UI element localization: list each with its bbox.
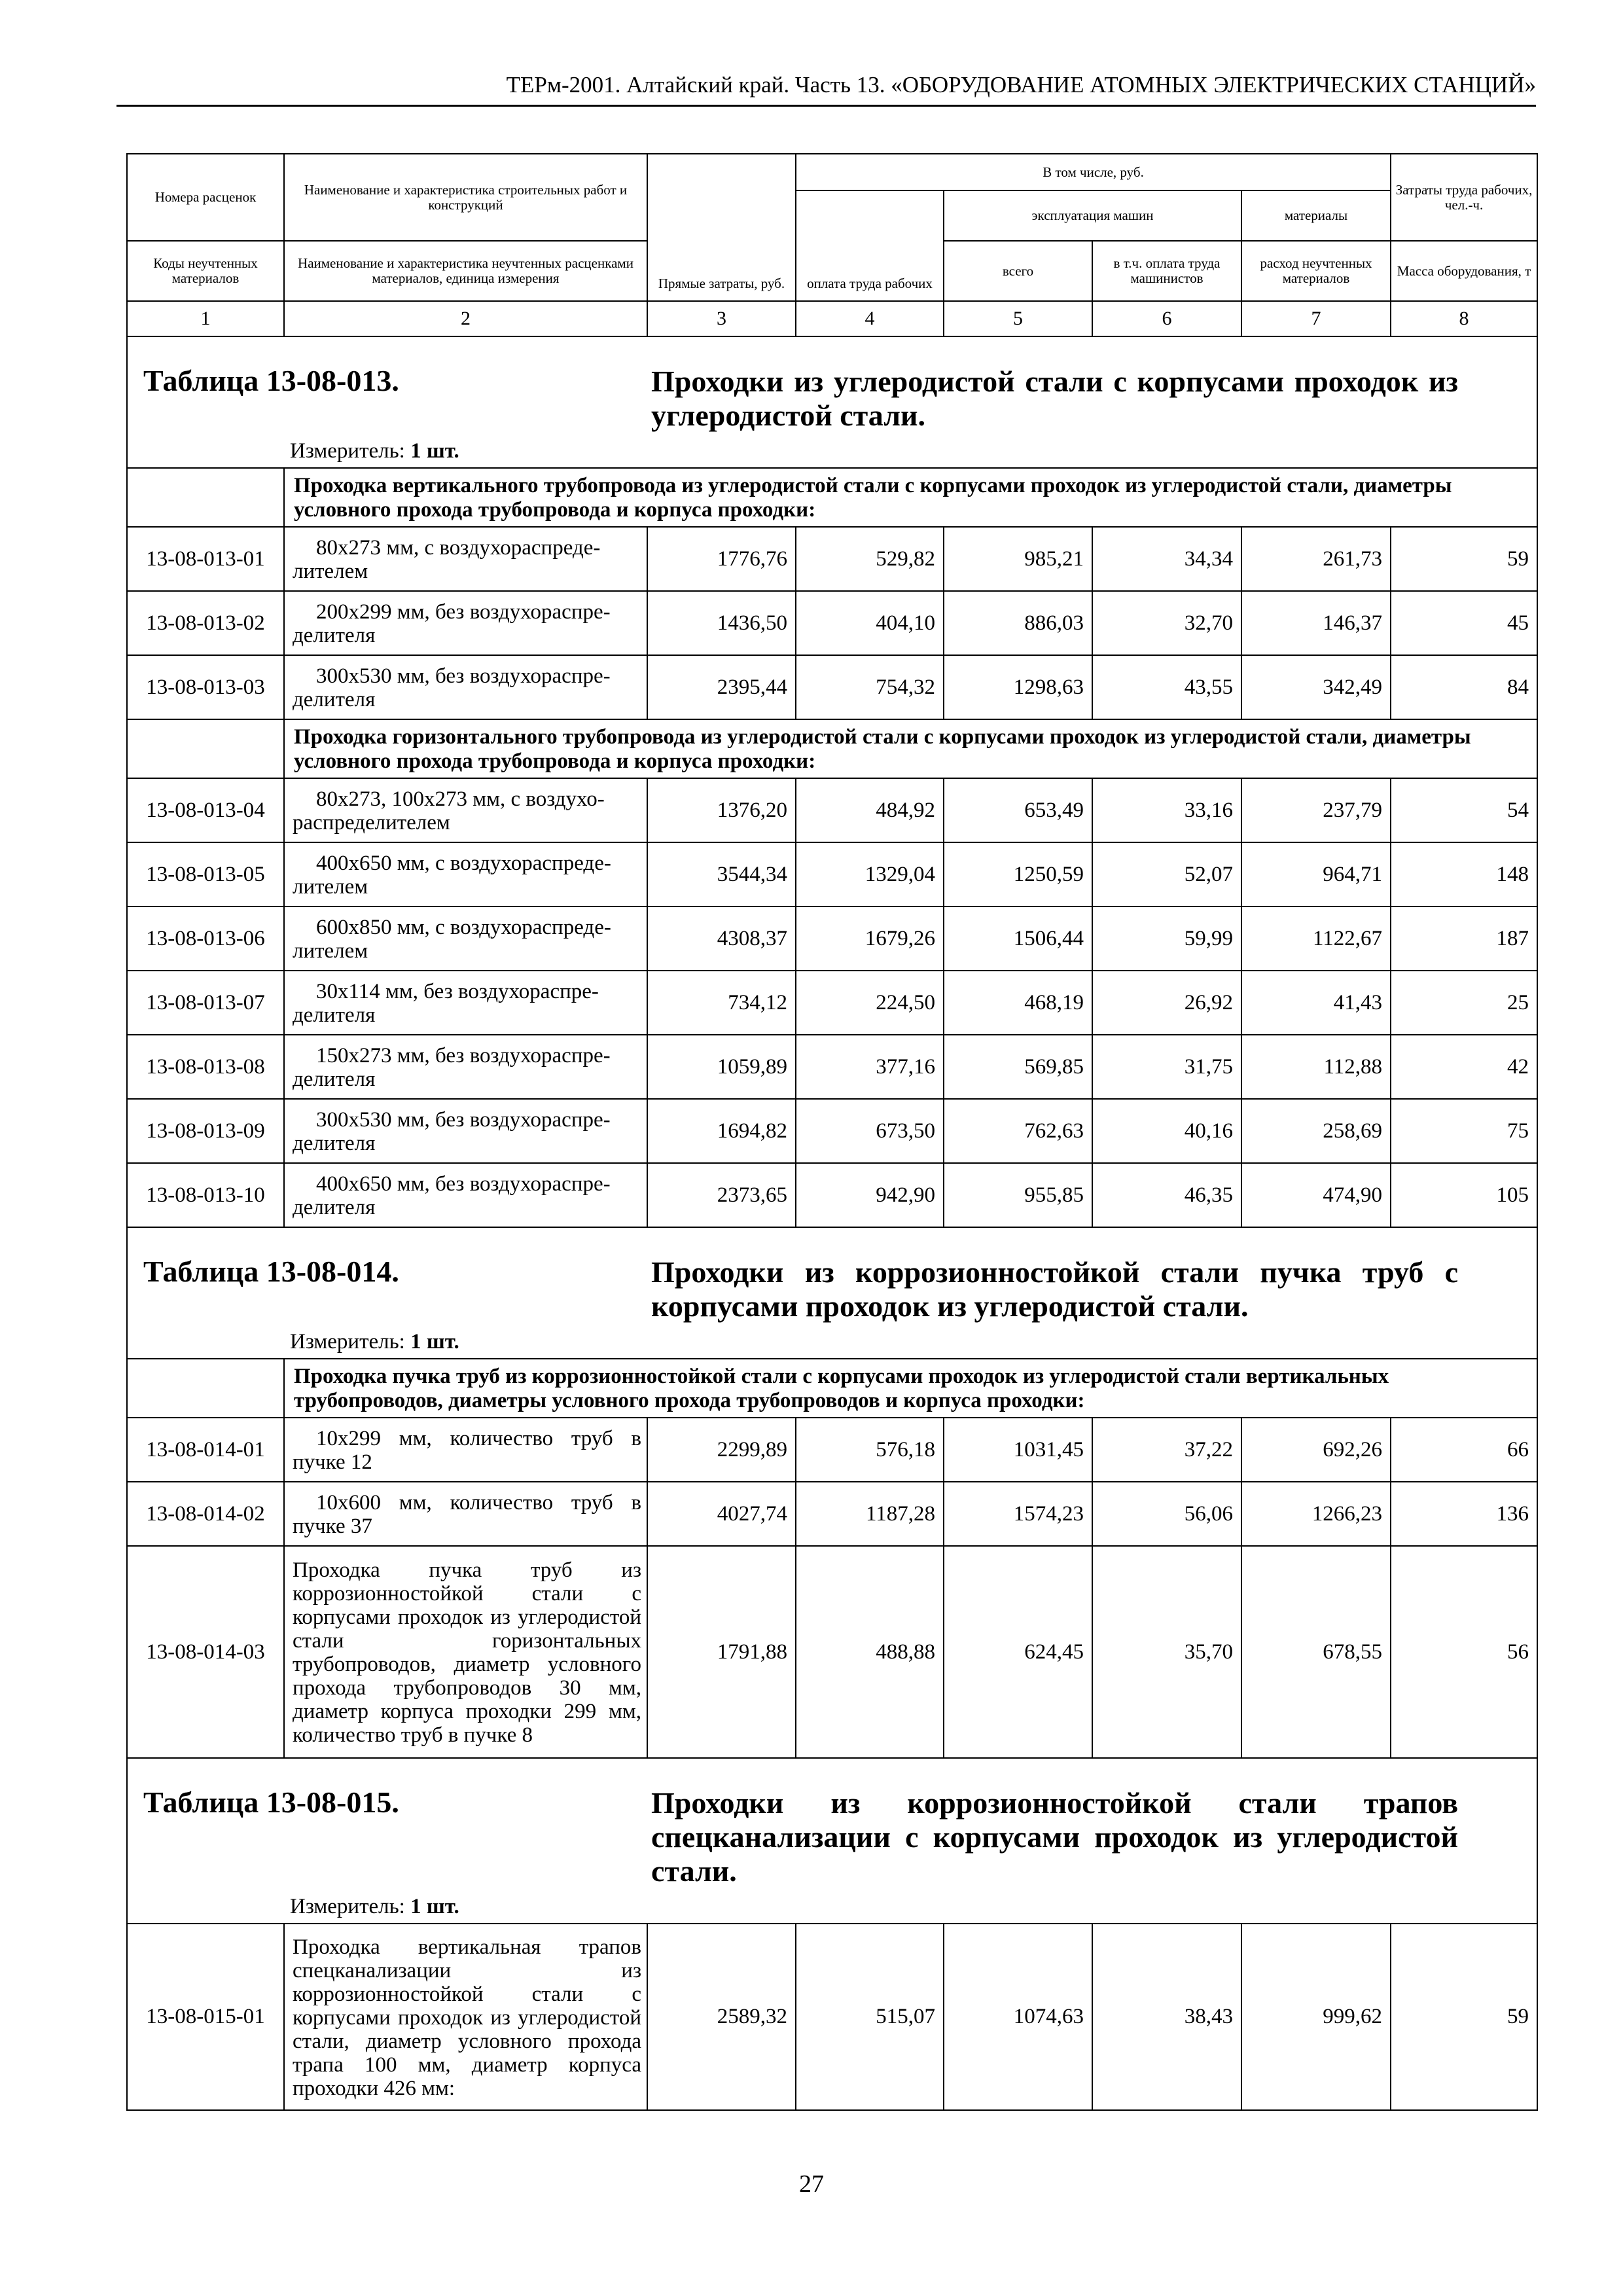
table-row xyxy=(127,1418,1537,1482)
rate-name-line-2: распределителем xyxy=(293,811,450,834)
column-numbers-row xyxy=(127,301,1537,336)
rate-name-line-1: 10х299 мм, количество труб в xyxy=(316,1427,641,1450)
header-row-1 xyxy=(127,154,1537,190)
col-number: 4 xyxy=(796,301,944,336)
col-header-labor: оплата труда рабочих xyxy=(796,190,944,301)
unit-label: Измеритель: xyxy=(290,1895,405,1918)
machine-cost: 624,45 xyxy=(944,1546,1092,1758)
rate-name-line-2: делителя xyxy=(293,688,376,711)
labor-cost: 673,50 xyxy=(796,1099,944,1163)
section-heading-row xyxy=(127,719,1537,778)
labor-cost: 224,50 xyxy=(796,971,944,1035)
rate-name xyxy=(284,1035,647,1099)
rate-name xyxy=(284,591,647,655)
labor-hours: 136 xyxy=(1391,1482,1537,1546)
table-row xyxy=(127,842,1537,906)
rate-code: 13-08-013-10 xyxy=(127,1163,284,1227)
rate-name-line-2: лителем xyxy=(293,939,368,963)
labor-hours: 75 xyxy=(1391,1099,1537,1163)
materials-cost: 41,43 xyxy=(1241,971,1391,1035)
direct-cost: 3544,34 xyxy=(647,842,796,906)
table-row xyxy=(127,778,1537,842)
machine-cost: 468,19 xyxy=(944,971,1092,1035)
col-header-unrecorded-name: Наименование и характеристика неучтенных расценками материалов, единица измерения xyxy=(284,241,647,301)
rate-name xyxy=(284,971,647,1035)
table-label: Таблица 13-08-015. xyxy=(143,1785,399,1819)
machine-labor-cost: 43,55 xyxy=(1092,655,1241,719)
materials-cost: 678,55 xyxy=(1241,1546,1391,1758)
materials-cost: 474,90 xyxy=(1241,1163,1391,1227)
section-heading: Проходка пучка труб из коррозионностойкой стали с корпусами проходок из углеродистой стали вертикальных трубопроводов, диаметры условного прохода трубопроводов и корпуса проходки: xyxy=(284,1359,1537,1418)
section-heading: Проходка горизонтального трубопровода из углеродистой стали с корпусами проходок из углеродистой стали, диаметры условного прохода трубопровода и корпуса проходки: xyxy=(284,719,1537,778)
materials-cost: 1266,23 xyxy=(1241,1482,1391,1546)
page-number: 27 xyxy=(799,2170,824,2198)
col-header-labor-costs: Затраты труда рабочих, чел.-ч. xyxy=(1391,154,1537,241)
table-label: Таблица 13-08-014. xyxy=(143,1255,399,1288)
labor-hours: 56 xyxy=(1391,1546,1537,1758)
labor-hours: 105 xyxy=(1391,1163,1537,1227)
rate-name-line-2: делителя xyxy=(293,624,376,647)
rate-name-line-1: 200х299 мм, без воздухораспре- xyxy=(316,600,611,624)
rate-code: 13-08-013-04 xyxy=(127,778,284,842)
header-rule xyxy=(116,105,1536,107)
table-row xyxy=(127,1163,1537,1227)
unit-value: 1 шт. xyxy=(410,439,459,463)
empty-cell xyxy=(127,719,284,778)
col-header-materials: материалы xyxy=(1241,190,1391,241)
labor-cost: 515,07 xyxy=(796,1924,944,2110)
materials-cost: 342,49 xyxy=(1241,655,1391,719)
table-row xyxy=(127,1099,1537,1163)
unit-label: Измеритель: xyxy=(290,1330,405,1354)
labor-cost: 404,10 xyxy=(796,591,944,655)
rate-name-line-1: 80х273, 100х273 мм, с воздухо- xyxy=(316,787,605,811)
materials-cost: 112,88 xyxy=(1241,1035,1391,1099)
rate-name-line-1: 300х530 мм, без воздухораспре- xyxy=(316,1108,611,1132)
rate-name-line-1: 30х114 мм, без воздухораспре- xyxy=(316,980,599,1003)
col-header-machines-labor: в т.ч. оплата труда машинистов xyxy=(1092,241,1241,301)
rate-code: 13-08-013-02 xyxy=(127,591,284,655)
machine-labor-cost: 40,16 xyxy=(1092,1099,1241,1163)
labor-cost: 484,92 xyxy=(796,778,944,842)
machine-cost: 762,63 xyxy=(944,1099,1092,1163)
table-title-row xyxy=(127,1758,1537,1924)
rate-code: 13-08-013-03 xyxy=(127,655,284,719)
direct-cost: 1791,88 xyxy=(647,1546,796,1758)
section-heading-row xyxy=(127,468,1537,527)
machine-cost: 1574,23 xyxy=(944,1482,1092,1546)
table-row xyxy=(127,971,1537,1035)
empty-cell xyxy=(127,1359,284,1418)
rate-name-line-2: пучке 37 xyxy=(293,1515,372,1538)
col-header-unrecorded-materials: расход неучтенных материалов xyxy=(1241,241,1391,301)
machine-labor-cost: 26,92 xyxy=(1092,971,1241,1035)
running-header: ТЕРм-2001. Алтайский край. Часть 13. «ОБОРУДОВАНИЕ АТОМНЫХ ЭЛЕКТРИЧЕСКИХ СТАНЦИЙ» xyxy=(506,72,1536,98)
direct-cost: 2395,44 xyxy=(647,655,796,719)
direct-cost: 1376,20 xyxy=(647,778,796,842)
table-title-row xyxy=(127,1227,1537,1359)
rate-name xyxy=(284,842,647,906)
unit-label: Измеритель: xyxy=(290,439,405,463)
col-header-machines-total: всего xyxy=(944,241,1092,301)
col-number: 8 xyxy=(1391,301,1537,336)
machine-cost: 955,85 xyxy=(944,1163,1092,1227)
rate-name xyxy=(284,527,647,591)
table-description: Проходки из коррозионностойкой стали трапов спецканализации с корпусами проходок из углеродистой стали. xyxy=(651,1786,1459,1888)
machine-labor-cost: 46,35 xyxy=(1092,1163,1241,1227)
rate-name-line-2: делителя xyxy=(293,1067,376,1091)
table-title-cell xyxy=(127,1758,1537,1924)
table-description: Проходки из углеродистой стали с корпусами проходок из углеродистой стали. xyxy=(651,365,1459,432)
table-description: Проходки из коррозионностойкой стали пучка труб с корпусами проходок из углеродистой стали. xyxy=(651,1255,1459,1323)
machine-labor-cost: 32,70 xyxy=(1092,591,1241,655)
materials-cost: 237,79 xyxy=(1241,778,1391,842)
materials-cost: 261,73 xyxy=(1241,527,1391,591)
table-title-cell xyxy=(127,336,1537,468)
col-header-direct: Прямые затраты, руб. xyxy=(647,154,796,301)
col-header-name: Наименование и характеристика строительных работ и конструкций xyxy=(284,154,647,241)
machine-cost: 653,49 xyxy=(944,778,1092,842)
rate-code: 13-08-013-01 xyxy=(127,527,284,591)
materials-cost: 692,26 xyxy=(1241,1418,1391,1482)
labor-cost: 1329,04 xyxy=(796,842,944,906)
rate-name-line-1: 80х273 мм, с воздухораспреде- xyxy=(316,536,601,560)
machine-cost: 1031,45 xyxy=(944,1418,1092,1482)
table-label: Таблица 13-08-013. xyxy=(143,364,399,397)
labor-cost: 576,18 xyxy=(796,1418,944,1482)
labor-cost: 529,82 xyxy=(796,527,944,591)
col-header-unrecorded-codes: Коды неучтенных материалов xyxy=(127,241,284,301)
machine-cost: 1250,59 xyxy=(944,842,1092,906)
rate-name xyxy=(284,906,647,971)
section-heading: Проходка вертикального трубопровода из углеродистой стали с корпусами проходок из углеродистой стали, диаметры условного прохода трубопровода и корпуса проходки: xyxy=(284,468,1537,527)
empty-cell xyxy=(127,468,284,527)
rate-code: 13-08-013-07 xyxy=(127,971,284,1035)
machine-cost: 1298,63 xyxy=(944,655,1092,719)
machine-labor-cost: 31,75 xyxy=(1092,1035,1241,1099)
col-header-equipment-mass: Масса оборудования, т xyxy=(1391,241,1537,301)
rate-name-line-1: 400х650 мм, без воздухораспре- xyxy=(316,1172,611,1196)
labor-hours: 59 xyxy=(1391,527,1537,591)
col-header-including: В том числе, руб. xyxy=(796,154,1391,190)
direct-cost: 1436,50 xyxy=(647,591,796,655)
rate-name: Проходка пучка труб из коррозионностойкой стали с корпусами проходок из углеродистой стали горизонтальных трубопроводов, диаметр условного прохода трубопроводов 30 мм, диаметр корпуса проходки 299 мм, количество труб в пучке 8 xyxy=(284,1546,647,1758)
rate-name xyxy=(284,1482,647,1546)
machine-labor-cost: 33,16 xyxy=(1092,778,1241,842)
unit-value: 1 шт. xyxy=(410,1895,459,1918)
machine-labor-cost: 37,22 xyxy=(1092,1418,1241,1482)
col-header-machines: эксплуатация машин xyxy=(944,190,1241,241)
rates-table xyxy=(126,153,1538,2111)
table-unit xyxy=(290,1894,459,1919)
rate-name-line-2: делителя xyxy=(293,1003,376,1027)
materials-cost: 999,62 xyxy=(1241,1924,1391,2110)
labor-hours: 66 xyxy=(1391,1418,1537,1482)
rate-code: 13-08-013-06 xyxy=(127,906,284,971)
labor-hours: 25 xyxy=(1391,971,1537,1035)
table-row xyxy=(127,655,1537,719)
table-row xyxy=(127,1546,1537,1758)
rate-name xyxy=(284,1163,647,1227)
rate-code: 13-08-013-05 xyxy=(127,842,284,906)
rate-code: 13-08-014-03 xyxy=(127,1546,284,1758)
materials-cost: 258,69 xyxy=(1241,1099,1391,1163)
labor-cost: 754,32 xyxy=(796,655,944,719)
rate-name-line-2: делителя xyxy=(293,1132,376,1155)
table-row xyxy=(127,1482,1537,1546)
rate-name-line-2: лителем xyxy=(293,560,368,583)
col-number: 6 xyxy=(1092,301,1241,336)
direct-cost: 1059,89 xyxy=(647,1035,796,1099)
direct-cost: 4027,74 xyxy=(647,1482,796,1546)
labor-cost: 377,16 xyxy=(796,1035,944,1099)
machine-cost: 1506,44 xyxy=(944,906,1092,971)
labor-cost: 488,88 xyxy=(796,1546,944,1758)
rate-code: 13-08-013-08 xyxy=(127,1035,284,1099)
col-number: 1 xyxy=(127,301,284,336)
labor-hours: 148 xyxy=(1391,842,1537,906)
section-heading-row xyxy=(127,1359,1537,1418)
direct-cost: 4308,37 xyxy=(647,906,796,971)
rate-name-line-1: 600х850 мм, с воздухораспреде- xyxy=(316,916,611,939)
table-row xyxy=(127,1035,1537,1099)
machine-cost: 886,03 xyxy=(944,591,1092,655)
col-number: 5 xyxy=(944,301,1092,336)
col-number: 7 xyxy=(1241,301,1391,336)
rate-name-line-2: лителем xyxy=(293,875,368,899)
labor-cost: 942,90 xyxy=(796,1163,944,1227)
labor-hours: 42 xyxy=(1391,1035,1537,1099)
direct-cost: 734,12 xyxy=(647,971,796,1035)
labor-cost: 1679,26 xyxy=(796,906,944,971)
rate-code: 13-08-015-01 xyxy=(127,1924,284,2110)
machine-labor-cost: 59,99 xyxy=(1092,906,1241,971)
materials-cost: 1122,67 xyxy=(1241,906,1391,971)
rate-name-line-1: 10х600 мм, количество труб в xyxy=(316,1491,641,1515)
rate-name-line-2: пучке 12 xyxy=(293,1450,372,1474)
direct-cost: 2589,32 xyxy=(647,1924,796,2110)
table-row xyxy=(127,591,1537,655)
rate-code: 13-08-014-02 xyxy=(127,1482,284,1546)
table-unit xyxy=(290,1329,459,1354)
rate-name-line-1: 400х650 мм, с воздухораспреде- xyxy=(316,852,611,875)
rate-name-line-1: 150х273 мм, без воздухораспре- xyxy=(316,1044,611,1067)
direct-cost: 1694,82 xyxy=(647,1099,796,1163)
table-row xyxy=(127,906,1537,971)
machine-cost: 569,85 xyxy=(944,1035,1092,1099)
labor-hours: 84 xyxy=(1391,655,1537,719)
table-row xyxy=(127,1924,1537,2110)
table-unit xyxy=(290,439,459,463)
rate-name xyxy=(284,1418,647,1482)
machine-cost: 1074,63 xyxy=(944,1924,1092,2110)
rate-code: 13-08-014-01 xyxy=(127,1418,284,1482)
labor-hours: 59 xyxy=(1391,1924,1537,2110)
machine-labor-cost: 56,06 xyxy=(1092,1482,1241,1546)
col-header-codes: Номера расценок xyxy=(127,154,284,241)
rate-name xyxy=(284,655,647,719)
rate-code: 13-08-013-09 xyxy=(127,1099,284,1163)
machine-labor-cost: 35,70 xyxy=(1092,1546,1241,1758)
direct-cost: 2373,65 xyxy=(647,1163,796,1227)
materials-cost: 146,37 xyxy=(1241,591,1391,655)
rate-name xyxy=(284,1099,647,1163)
machine-labor-cost: 38,43 xyxy=(1092,1924,1241,2110)
table-title-cell xyxy=(127,1227,1537,1359)
materials-cost: 964,71 xyxy=(1241,842,1391,906)
unit-value: 1 шт. xyxy=(410,1330,459,1354)
machine-cost: 985,21 xyxy=(944,527,1092,591)
table-row xyxy=(127,527,1537,591)
labor-cost: 1187,28 xyxy=(796,1482,944,1546)
col-number: 2 xyxy=(284,301,647,336)
rate-name xyxy=(284,778,647,842)
rate-name: Проходка вертикальная трапов спецканализации из коррозионностойкой стали с корпусами проходок из углеродистой стали, диаметр условного прохода трапа 100 мм, диаметр корпуса проходки 426 мм: xyxy=(284,1924,647,2110)
rate-name-line-2: делителя xyxy=(293,1196,376,1219)
labor-hours: 187 xyxy=(1391,906,1537,971)
table-title-row xyxy=(127,336,1537,468)
rate-name-line-1: 300х530 мм, без воздухораспре- xyxy=(316,664,611,688)
labor-hours: 45 xyxy=(1391,591,1537,655)
direct-cost: 2299,89 xyxy=(647,1418,796,1482)
col-number: 3 xyxy=(647,301,796,336)
machine-labor-cost: 52,07 xyxy=(1092,842,1241,906)
machine-labor-cost: 34,34 xyxy=(1092,527,1241,591)
labor-hours: 54 xyxy=(1391,778,1537,842)
direct-cost: 1776,76 xyxy=(647,527,796,591)
